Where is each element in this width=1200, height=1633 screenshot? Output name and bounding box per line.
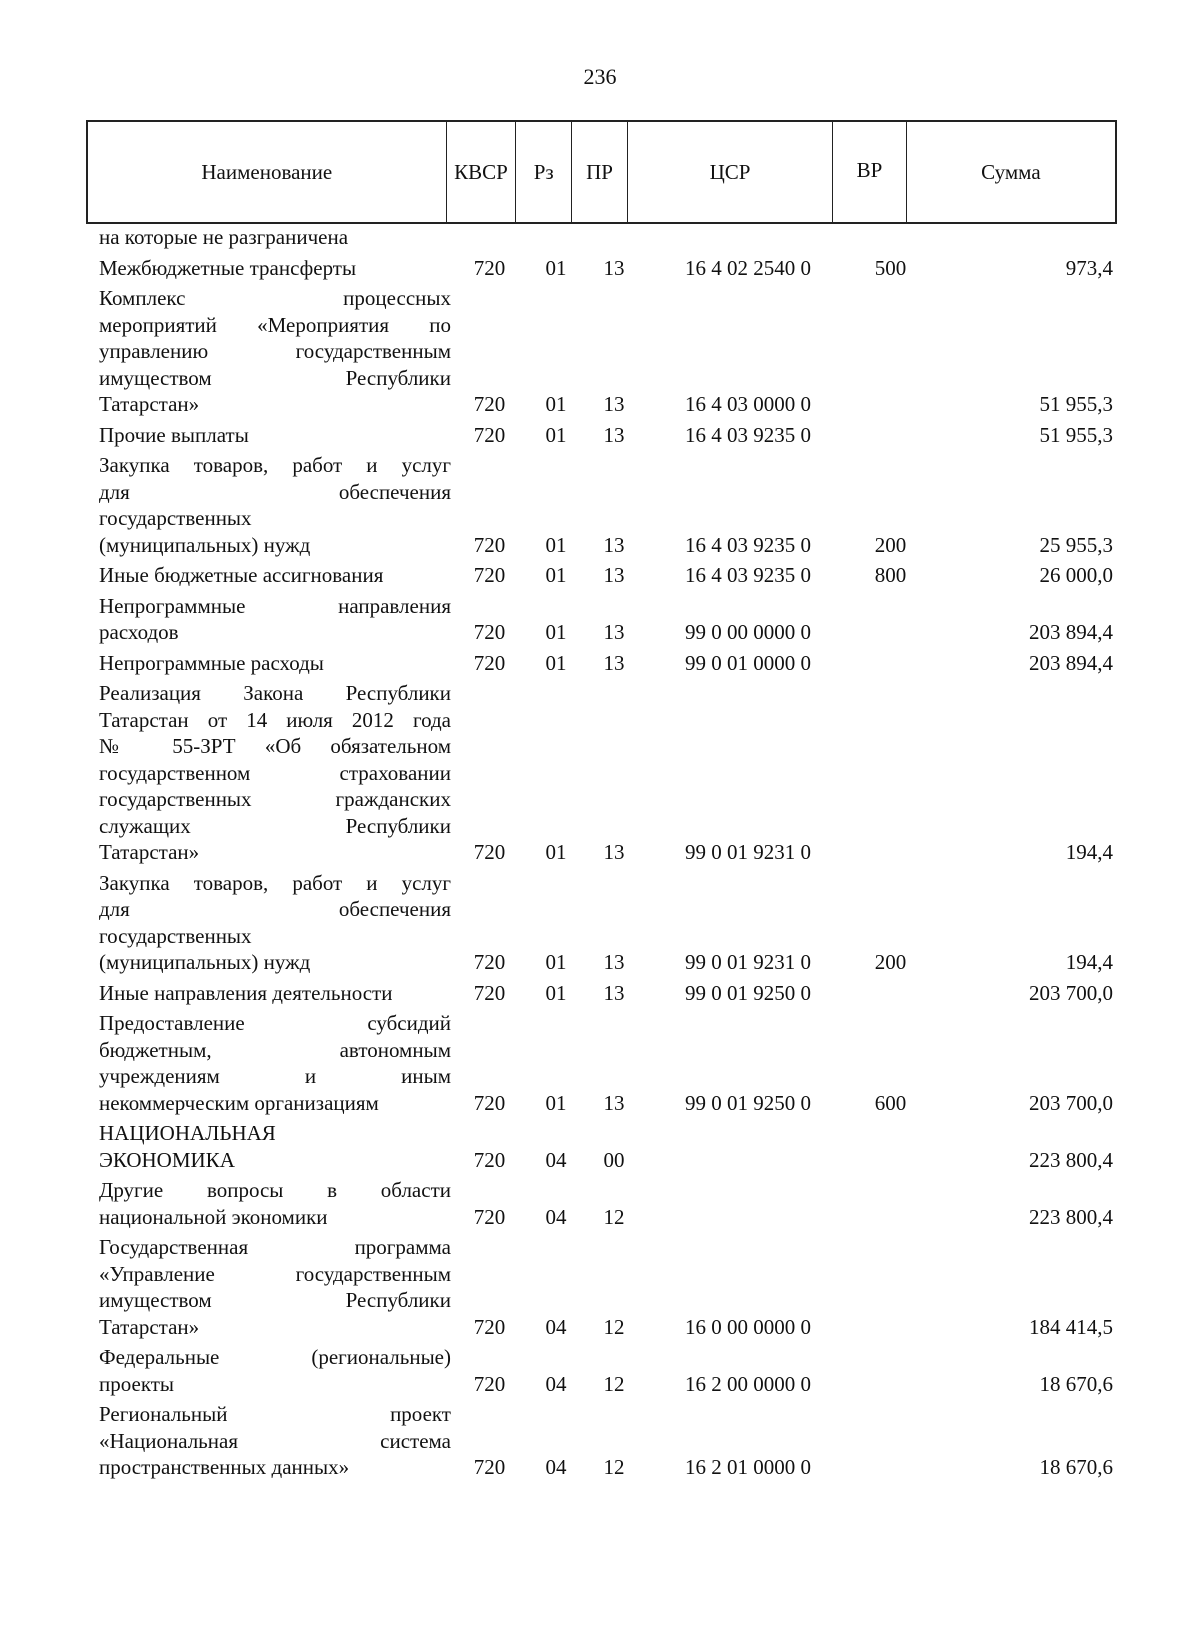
row-name-line: «Управление государственным [99, 1261, 451, 1286]
cell-csr: 99 0 01 9231 0 [685, 840, 811, 864]
cell-vr: 800 [874, 563, 907, 587]
cell-sum: 18 670,6 [1039, 1455, 1113, 1479]
header-csr: ЦСР [628, 122, 833, 222]
table-row [0, 980, 1200, 1007]
row-name-line: проекты [99, 1371, 175, 1396]
row-name [99, 650, 451, 677]
header-name: Наименование [88, 122, 447, 222]
cell-pr: 13 [603, 950, 625, 974]
row-name [99, 452, 451, 558]
cell-pr: 13 [603, 422, 625, 447]
row-name-line: государственных [99, 923, 252, 948]
row-name-line: Татарстан» [99, 392, 200, 416]
cell-csr: 99 0 00 0000 0 [685, 620, 811, 644]
cell-kvsr: 720 [473, 422, 506, 447]
cell-kvsr: 720 [473, 532, 506, 557]
table-body [0, 224, 1200, 1485]
row-name-line: (муниципальных) нужд [99, 532, 311, 557]
cell-csr: 16 2 01 0000 0 [685, 1455, 811, 1479]
cell-kvsr: 720 [473, 1371, 506, 1396]
cell-kvsr: 720 [473, 620, 506, 644]
row-name-line: Иные бюджетные ассигнования [99, 563, 384, 587]
header-kvsr: КВСР [447, 122, 517, 222]
cell-csr: 16 0 00 0000 0 [685, 1314, 811, 1339]
cell-pr: 13 [603, 840, 625, 864]
row-name [99, 422, 451, 449]
cell-rz: 01 [545, 620, 567, 644]
cell-sum: 51 955,3 [1039, 422, 1113, 447]
row-name-line: Прочие выплаты [99, 422, 249, 447]
header-vr: ВР [833, 122, 907, 222]
cell-vr: 200 [874, 532, 907, 557]
row-name [99, 562, 451, 589]
cell-kvsr: 720 [473, 1314, 506, 1339]
cell-kvsr: 720 [473, 1090, 506, 1115]
table-row [0, 680, 1200, 866]
table-row [0, 1177, 1200, 1230]
cell-kvsr: 720 [473, 1147, 506, 1172]
row-name [99, 1120, 451, 1173]
cell-rz: 01 [545, 532, 567, 557]
cell-kvsr: 720 [473, 650, 506, 675]
table-row [0, 224, 1200, 251]
cell-kvsr: 720 [473, 1204, 506, 1229]
row-name-line: Предоставление субсидий [99, 1011, 451, 1035]
row-name-line: управлению государственным [99, 339, 451, 363]
row-name-line: Региональный проект [99, 1402, 451, 1426]
cell-kvsr: 720 [473, 392, 506, 416]
row-name-line: Татарстан» [99, 1314, 200, 1339]
row-name-line: Непрограммные расходы [99, 650, 324, 675]
row-name-line: Закупка товаров, работ и услуг [99, 453, 451, 477]
row-name-line: имуществом Республики [99, 365, 451, 390]
table-row [0, 1120, 1200, 1173]
row-name-line: имуществом Республики [99, 1288, 451, 1312]
cell-rz: 01 [545, 950, 567, 974]
cell-csr: 16 2 00 0000 0 [685, 1371, 811, 1396]
cell-rz: 01 [545, 840, 567, 864]
cell-sum: 26 000,0 [1039, 563, 1113, 587]
cell-rz: 01 [545, 650, 567, 675]
table-row [0, 593, 1200, 646]
cell-rz: 04 [545, 1147, 567, 1172]
cell-sum: 223 800,4 [1029, 1147, 1113, 1172]
row-name [99, 1234, 451, 1340]
cell-rz: 01 [545, 1090, 567, 1115]
row-name-line: служащих Республики [99, 813, 451, 838]
row-name [99, 224, 451, 251]
row-name [99, 1010, 451, 1116]
row-name-line: пространственных данных» [99, 1455, 350, 1479]
cell-rz: 01 [545, 255, 567, 280]
cell-csr: 99 0 01 9250 0 [685, 980, 811, 1005]
cell-pr: 13 [603, 1090, 625, 1115]
row-name-line: Комплекс процессных [99, 286, 451, 310]
cell-pr: 13 [603, 650, 625, 675]
cell-pr: 13 [603, 980, 625, 1005]
cell-sum: 51 955,3 [1039, 392, 1113, 416]
cell-csr: 99 0 01 0000 0 [685, 650, 811, 675]
row-name [99, 593, 451, 646]
cell-vr: 200 [874, 950, 907, 974]
cell-rz: 01 [545, 422, 567, 447]
row-name-line: бюджетным, автономным [99, 1037, 451, 1062]
cell-kvsr: 720 [473, 840, 506, 864]
table-row [0, 1010, 1200, 1116]
cell-csr: 16 4 02 2540 0 [685, 255, 811, 280]
cell-pr: 13 [603, 620, 625, 644]
row-name [99, 255, 451, 282]
table-row [0, 650, 1200, 677]
cell-kvsr: 720 [473, 255, 506, 280]
cell-sum: 25 955,3 [1039, 532, 1113, 557]
row-name [99, 1177, 451, 1230]
table-row [0, 562, 1200, 589]
row-name-line: Государственная программа [99, 1235, 451, 1259]
row-name-line: Татарстан» [99, 840, 200, 864]
row-name-line: некоммерческим организациям [99, 1090, 379, 1115]
row-name-line: на которые не разграничена [99, 225, 349, 249]
row-name-line: Иные направления деятельности [99, 980, 393, 1005]
row-name-line: Закупка товаров, работ и услуг [99, 870, 451, 895]
cell-pr: 13 [603, 532, 625, 557]
table-row [0, 285, 1200, 418]
row-name-line: мероприятий «Мероприятия по [99, 312, 451, 337]
cell-rz: 01 [545, 392, 567, 416]
cell-kvsr: 720 [473, 1455, 506, 1479]
page-number: 236 [583, 64, 617, 89]
header-rz: Рз [516, 122, 572, 222]
row-name-line: Федеральные (региональные) [99, 1345, 451, 1369]
row-name-line: «Национальная система [99, 1428, 451, 1453]
row-name [99, 980, 451, 1007]
cell-pr: 12 [603, 1314, 625, 1339]
cell-vr: 500 [874, 255, 907, 280]
row-name [99, 680, 451, 866]
cell-rz: 04 [545, 1204, 567, 1229]
table-row [0, 255, 1200, 282]
cell-kvsr: 720 [473, 980, 506, 1005]
row-name-line: для обеспечения [99, 897, 451, 921]
table-row [0, 422, 1200, 449]
cell-sum: 194,4 [1065, 950, 1113, 974]
row-name-line: ЭКОНОМИКА [99, 1147, 235, 1172]
cell-csr: 16 4 03 9235 0 [685, 532, 811, 557]
cell-sum: 194,4 [1065, 840, 1113, 864]
row-name [99, 870, 451, 976]
row-name-line: государственных [99, 506, 252, 530]
cell-sum: 203 894,4 [1029, 650, 1113, 675]
cell-sum: 184 414,5 [1029, 1314, 1113, 1339]
cell-pr: 13 [603, 255, 625, 280]
table-row [0, 452, 1200, 558]
cell-pr: 13 [603, 392, 625, 416]
row-name [99, 285, 451, 418]
row-name-line: № 55-ЗРТ «Об обязательном [99, 734, 451, 758]
row-name-line: Другие вопросы в области [99, 1178, 451, 1202]
header-pr: ПР [572, 122, 628, 222]
cell-rz: 04 [545, 1371, 567, 1396]
row-name-line: для обеспечения [99, 479, 451, 504]
row-name-line: Межбюджетные трансферты [99, 255, 357, 280]
cell-pr: 13 [603, 563, 625, 587]
row-name-line: государственных гражданских [99, 787, 451, 811]
cell-csr: 99 0 01 9250 0 [685, 1090, 811, 1115]
cell-sum: 203 700,0 [1029, 980, 1113, 1005]
cell-sum: 18 670,6 [1039, 1371, 1113, 1396]
cell-rz: 04 [545, 1314, 567, 1339]
cell-sum: 203 894,4 [1029, 620, 1113, 644]
cell-rz: 04 [545, 1455, 567, 1479]
table-row [0, 1344, 1200, 1397]
cell-kvsr: 720 [473, 563, 506, 587]
cell-sum: 973,4 [1065, 255, 1113, 280]
row-name-line: учреждениям и иным [99, 1064, 451, 1088]
cell-pr: 00 [603, 1147, 625, 1172]
cell-csr: 16 4 03 0000 0 [685, 392, 811, 416]
cell-csr: 16 4 03 9235 0 [685, 422, 811, 447]
row-name-line: государственном страховании [99, 760, 451, 785]
table-row [0, 1401, 1200, 1481]
cell-sum: 203 700,0 [1029, 1090, 1113, 1115]
row-name-line: (муниципальных) нужд [99, 950, 311, 974]
table-row [0, 870, 1200, 976]
cell-pr: 12 [603, 1455, 625, 1479]
cell-kvsr: 720 [473, 950, 506, 974]
cell-sum: 223 800,4 [1029, 1204, 1113, 1229]
row-name-line: национальной экономики [99, 1204, 328, 1229]
row-name [99, 1401, 451, 1481]
cell-pr: 12 [603, 1204, 625, 1229]
cell-rz: 01 [545, 980, 567, 1005]
table-header [86, 120, 1117, 224]
row-name-line: НАЦИОНАЛЬНАЯ [99, 1121, 276, 1145]
row-name [99, 1344, 451, 1397]
row-name-line: расходов [99, 620, 179, 644]
row-name-line: Непрограммные направления [99, 593, 451, 618]
cell-csr: 16 4 03 9235 0 [685, 563, 811, 587]
row-name-line: Татарстан от 14 июля 2012 года [99, 707, 451, 732]
cell-pr: 12 [603, 1371, 625, 1396]
cell-vr: 600 [874, 1090, 907, 1115]
header-sum: Сумма [981, 159, 1041, 184]
row-name-line: Реализация Закона Республики [99, 681, 451, 705]
table-row [0, 1234, 1200, 1340]
cell-csr: 99 0 01 9231 0 [685, 950, 811, 974]
cell-rz: 01 [545, 563, 567, 587]
